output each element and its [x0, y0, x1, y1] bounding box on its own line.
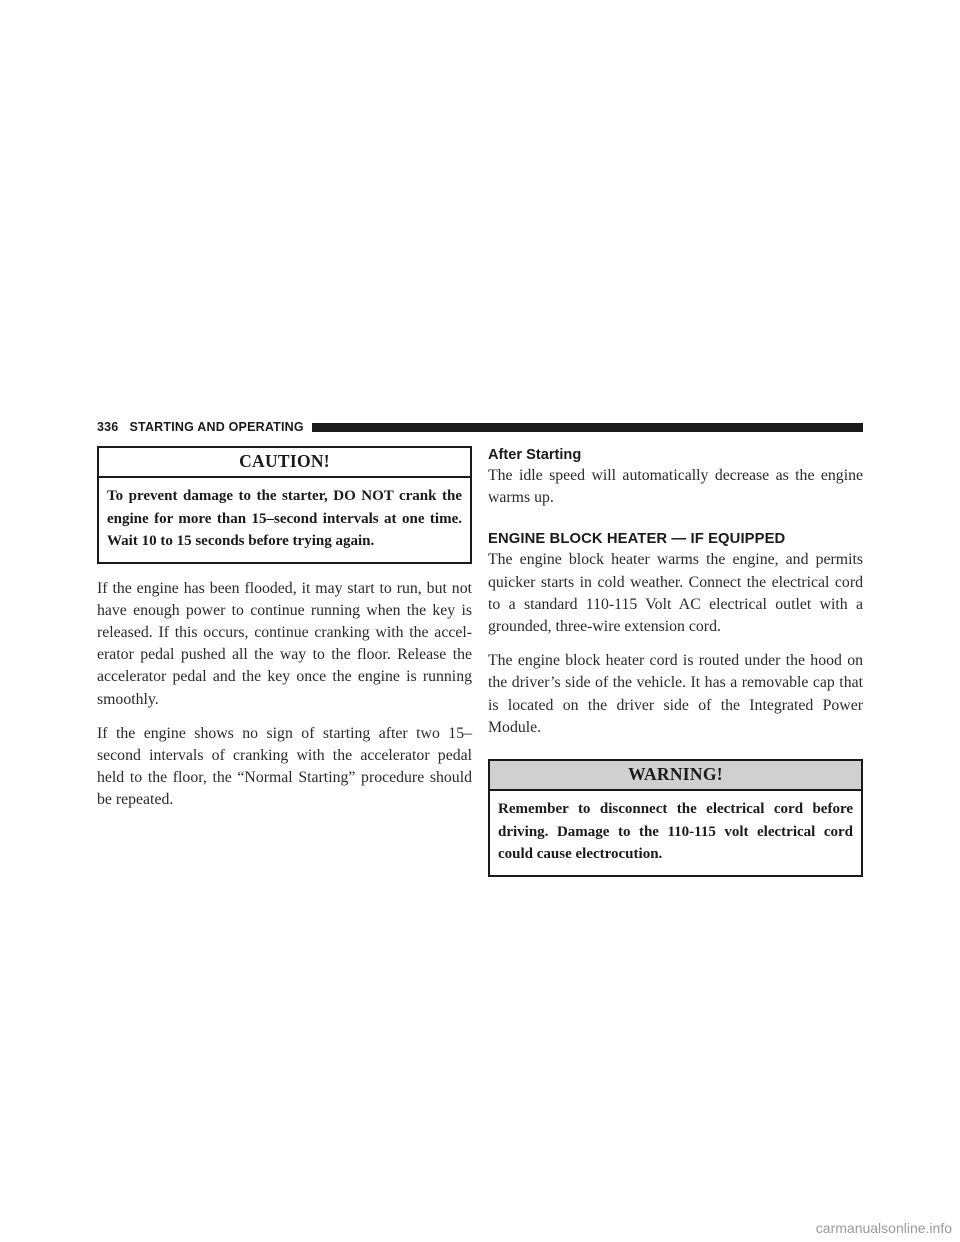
left-column — [97, 446, 472, 812]
caution-text: To prevent damage to the starter, DO NOT crank the engine for more than 15–second intervals at one time. Wait 10 to 15 seconds before trying again. — [107, 488, 462, 549]
page-number: 336 — [97, 420, 119, 434]
after-starting-text: The idle speed will automatically decrease as the engine warms up. — [488, 467, 863, 507]
block-heater-paragraph-1: The engine block heater warms the engine, and permits quicker starts in cold weather. Connect the electrical cord to a standard 110-115 Volt AC electrical outlet with a grounded, three-wire extension cord. — [488, 551, 863, 636]
warning-text: Remember to disconnect the electrical cord before driving. Damage to the 110-115 volt electrical cord could cause electrocution. — [498, 801, 853, 863]
caution-title: CAUTION! — [99, 448, 470, 478]
warning-box — [488, 759, 863, 877]
block-heater-paragraph-2: The engine block heater cord is routed under the hood on the driver’s side of the vehicle. It has a removable cap that is located on the driver side of the Integrated Power Module. — [488, 652, 863, 736]
right-column — [488, 446, 863, 877]
section-title: STARTING AND OPERATING — [129, 420, 304, 434]
running-header — [97, 418, 863, 436]
caution-box — [97, 446, 472, 564]
warning-title: WARNING! — [490, 761, 861, 791]
after-starting-heading: After Starting — [488, 447, 582, 463]
header-rule — [312, 423, 863, 432]
flooded-engine-paragraph: If the engine has been flooded, it may start to run, but not have enough power to continue running when the key is released. If this occurs, continue cranking with the accel- erator pedal pushed all the way to the floor. Release the accelerator pedal and the key once the engine is running smoothly. — [97, 579, 472, 708]
no-start-paragraph: If the engine shows no sign of starting after two 15– second intervals of cranking with the accelerator pedal held to the floor, the “Normal Starting” procedure should be repeated. — [97, 724, 472, 809]
header-text — [97, 420, 312, 434]
watermark: carmanualsonline.info — [815, 1220, 952, 1236]
block-heater-heading: ENGINE BLOCK HEATER — IF EQUIPPED — [488, 531, 786, 548]
